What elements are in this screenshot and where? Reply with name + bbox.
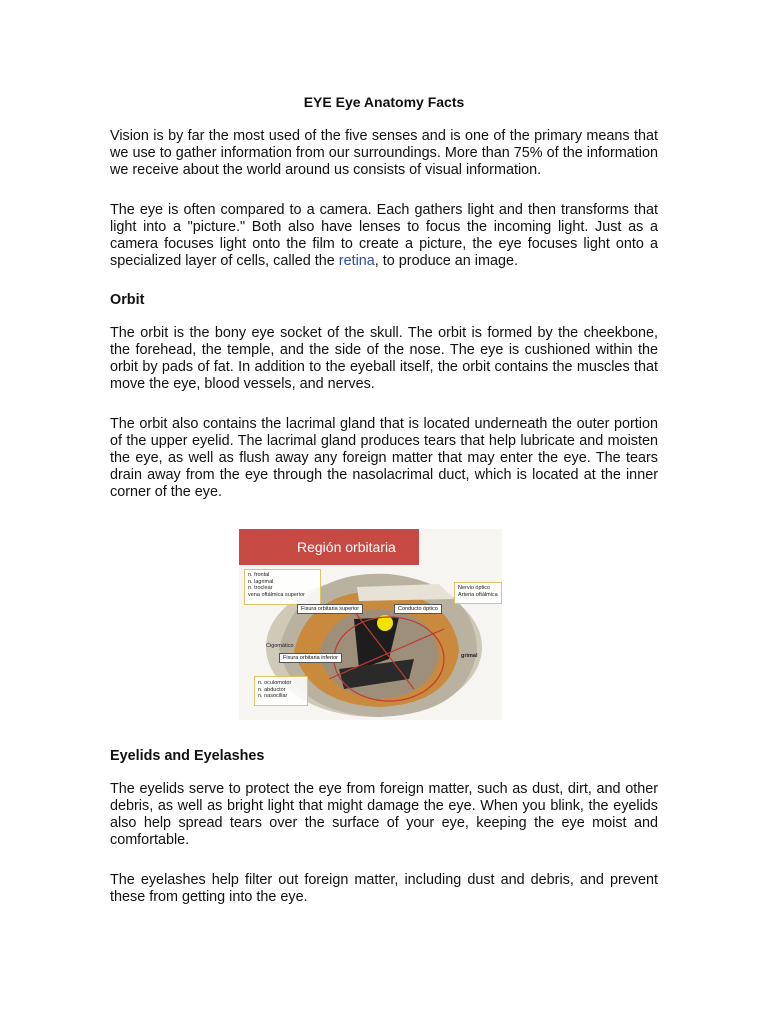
orbit-heading: Orbit [110, 292, 145, 308]
box-conducto-optico: Conducto óptico [394, 604, 442, 614]
box-fisura-superior: Fisura orbitaria superior [297, 604, 363, 614]
upper-bone-highlight [357, 584, 454, 601]
eyelashes-paragraph: The eyelashes help filter out foreign matter, including dust and debris, and prevent these from getting into the eye. [110, 872, 658, 905]
intro-paragraph-1: Vision is by far the most used of the five senses and is one of the primary means that we use to gather information from our surroundings. More than 75% of the information we receive about the world around us consists of visual information. [110, 128, 658, 178]
eyelids-paragraph-1: The eyelids serve to protect the eye from foreign matter, such as dust, dirt, and other debris, as well as bright light that might damage the eye. When you blink, the eyelids also help spread tears over the surface of your eye, keeping the eye moist and comfortable. [110, 781, 658, 848]
label-nervio-optico: Nervio óptico [458, 585, 491, 591]
label-n-abductor: n. abductor [258, 686, 286, 693]
orbit-region-figure [239, 529, 502, 720]
page-title: EYE Eye Anatomy Facts [303, 94, 465, 110]
label-vena-oftalmica: vena oftálmica superior [248, 591, 305, 598]
label-n-lagrimal: n. lagrimal [248, 578, 274, 585]
label-box-top-right [454, 582, 502, 604]
intro-paragraph-2-text: The eye is often compared to a camera. Each gathers light and then transforms that light into a "picture." Both also have lenses to focus the incoming light. Just as a camera focuses light onto the film to create a picture, the eye focuses light onto a specialized layer of cells, called the [110, 202, 658, 269]
label-box-top-left [244, 569, 321, 605]
label-cigomatico: Cigomático [266, 643, 294, 649]
label-box-bottom-left [254, 676, 308, 706]
box-fisura-inferior: Fisura orbitaria inferior [279, 653, 342, 663]
intro-paragraph-2 [110, 202, 658, 270]
retina-link[interactable]: retina [338, 253, 375, 269]
label-n-nasociliar: n. nasociliar [258, 693, 288, 699]
orbit-paragraph-2: The orbit also contains the lacrimal gland that is located underneath the outer portion of the upper eyelid. The lacrimal gland produces tears that help lubricate and moisten the eye, as well as flush away any foreign matter that may enter the eye. The tears drain away from the eye through the nasolacrimal duct, which is located at the inner corner of the eye. [110, 416, 658, 500]
label-n-frontal: n. frontal [248, 572, 270, 578]
label-n-troclear: n. troclear [248, 585, 273, 591]
label-n-oculomotor: n. oculomotor [258, 680, 292, 686]
label-lagrimal-partial: grimal [461, 653, 478, 659]
figure-banner: Región orbitaria [239, 529, 419, 565]
orbit-paragraph-1: The orbit is the bony eye socket of the skull. The orbit is formed by the cheekbone, the forehead, the temple, and the side of the nose. The eye is cushioned within the orbit by pads of fat. In addition to the eyeball itself, the orbit contains the muscles that move the eye, blood vessels, and nerves. [110, 325, 658, 392]
label-arteria-oftalmica: Arteria oftálmica [458, 591, 498, 598]
intro-paragraph-2-end: , to produce an image. [374, 253, 518, 269]
eyelids-heading: Eyelids and Eyelashes [110, 748, 265, 764]
